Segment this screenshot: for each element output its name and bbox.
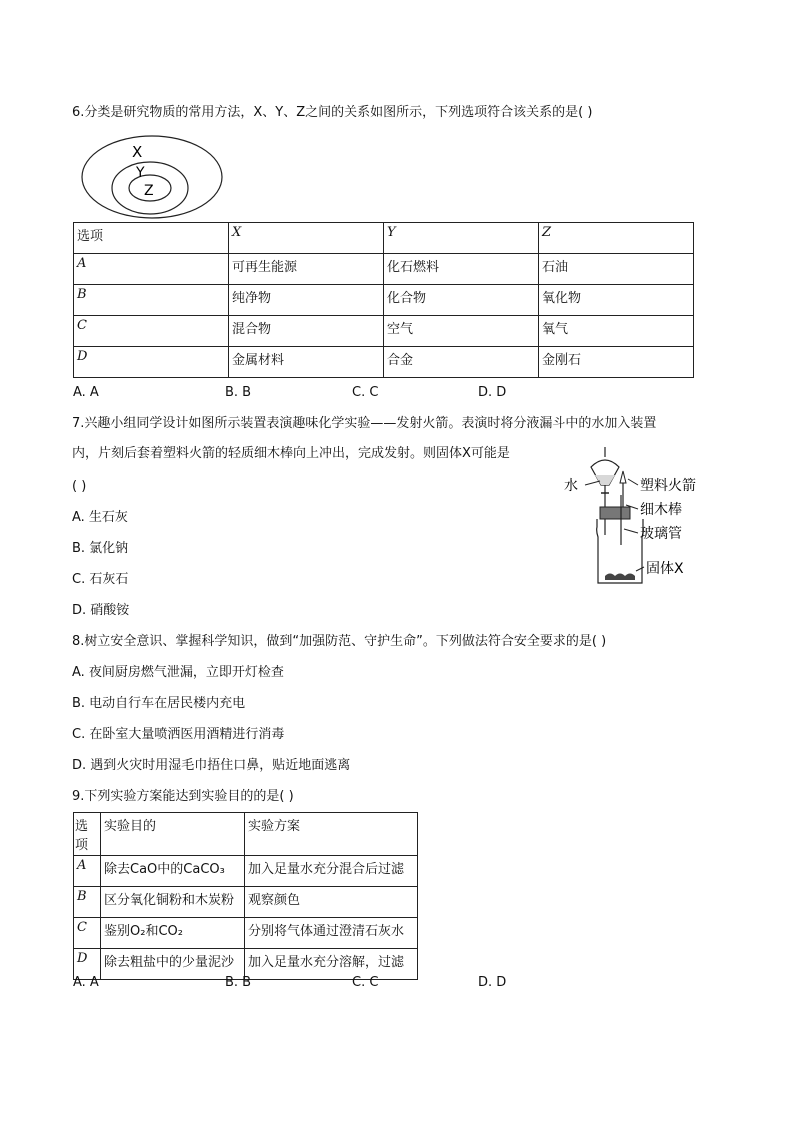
table-row [74,918,418,949]
table-row [74,316,694,347]
table-cell: B [74,285,229,316]
table-header-cell: Y [384,223,539,254]
venn-label-x: X [132,143,143,161]
table-row [74,285,694,316]
table-cell: 除去CaO中的CaCO₃ [101,856,245,887]
figure-label-solid: 固体X [646,561,684,577]
q9-stem: 9.下列实验方案能达到实验目的的是( ) [72,789,294,804]
q7-option-d: D. 硝酸铵 [72,603,130,618]
table-cell: C [74,918,101,949]
table-header-cell: 实验方案 [245,813,418,856]
table-cell: 合金 [384,347,539,378]
table-cell: D [74,347,229,378]
table-cell: 化合物 [384,285,539,316]
table-cell: D [74,949,101,980]
q9-table [73,812,418,980]
venn-label-y: Y [136,165,145,181]
q7-option-c: C. 石灰石 [72,572,129,587]
figure-label-stick: 细木棒 [640,502,682,518]
table-cell: 氧气 [539,316,694,347]
table-cell: B [74,887,101,918]
q8-stem: 8.树立安全意识、掌握科学知识，做到“加强防范、守护生命”。下列做法符合安全要求的是( ) [72,634,607,649]
table-row [74,347,694,378]
table-header-cell: 选项 [74,223,229,254]
option-c: C. C [352,385,379,400]
q7-stem-line2: 内，片刻后套着塑料火箭的轻质细木棒向上冲出，完成发射。则固体X可能是 [72,446,510,461]
option-d: D. D [478,385,507,400]
q8-option-b: B. 电动自行车在居民楼内充电 [72,696,246,711]
q8-option-d: D. 遇到火灾时用湿毛巾捂住口鼻，贴近地面逃离 [72,758,351,773]
option-a: A. A [73,385,99,400]
table-cell: A [74,254,229,285]
table-cell: 除去粗盐中的少量泥沙 [101,949,245,980]
figure-label-rocket: 塑料火箭 [640,478,696,494]
venn-label-z: Z [144,183,154,199]
table-cell: 氧化物 [539,285,694,316]
table-cell: 纯净物 [229,285,384,316]
table-cell: 混合物 [229,316,384,347]
figure-label-tube: 玻璃管 [640,526,682,542]
table-cell: 金刚石 [539,347,694,378]
table-header-cell: 实验目的 [101,813,245,856]
table-cell: 空气 [384,316,539,347]
q7-stem-line1: 7.兴趣小组同学设计如图所示装置表演趣味化学实验——发射火箭。表演时将分液漏斗中的水加入装置 [72,416,657,431]
table-cell: 加入足量水充分溶解，过滤 [245,949,418,980]
table-header-row [74,813,418,856]
table-header-cell: Z [539,223,694,254]
table-cell: 加入足量水充分混合后过滤 [245,856,418,887]
table-cell: 石油 [539,254,694,285]
table-header-cell: X [229,223,384,254]
table-header-row [74,223,694,254]
table-cell: 鉴别O₂和CO₂ [101,918,245,949]
table-row [74,254,694,285]
q8-option-c: C. 在卧室大量喷洒医用酒精进行消毒 [72,727,285,742]
option-b: B. B [225,385,252,400]
table-row [74,887,418,918]
table-cell: C [74,316,229,347]
option-b: B. B [225,975,252,990]
option-d: D. D [478,975,507,990]
table-cell: 观察颜色 [245,887,418,918]
q8-option-a: A. 夜间厨房燃气泄漏，立即开灯检查 [72,665,284,680]
q7-bracket: ( ) [72,479,87,494]
figure-label-water: 水 [564,478,578,494]
table-row [74,856,418,887]
q6-venn-diagram [80,134,230,220]
q7-option-a: A. 生石灰 [72,510,128,525]
table-cell: 金属材料 [229,347,384,378]
table-cell: 分别将气体通过澄清石灰水 [245,918,418,949]
table-cell: 化石燃料 [384,254,539,285]
table-header-cell: 选项 [74,813,101,856]
table-cell: 区分氧化铜粉和木炭粉 [101,887,245,918]
option-c: C. C [352,975,379,990]
table-cell: 可再生能源 [229,254,384,285]
q6-table [73,222,694,378]
q6-stem: 6.分类是研究物质的常用方法，X、Y、Z之间的关系如图所示，下列选项符合该关系的是( ) [72,105,593,120]
table-cell: A [74,856,101,887]
q7-option-b: B. 氯化钠 [72,541,129,556]
rocket-apparatus-figure [560,445,710,590]
option-a: A. A [73,975,99,990]
